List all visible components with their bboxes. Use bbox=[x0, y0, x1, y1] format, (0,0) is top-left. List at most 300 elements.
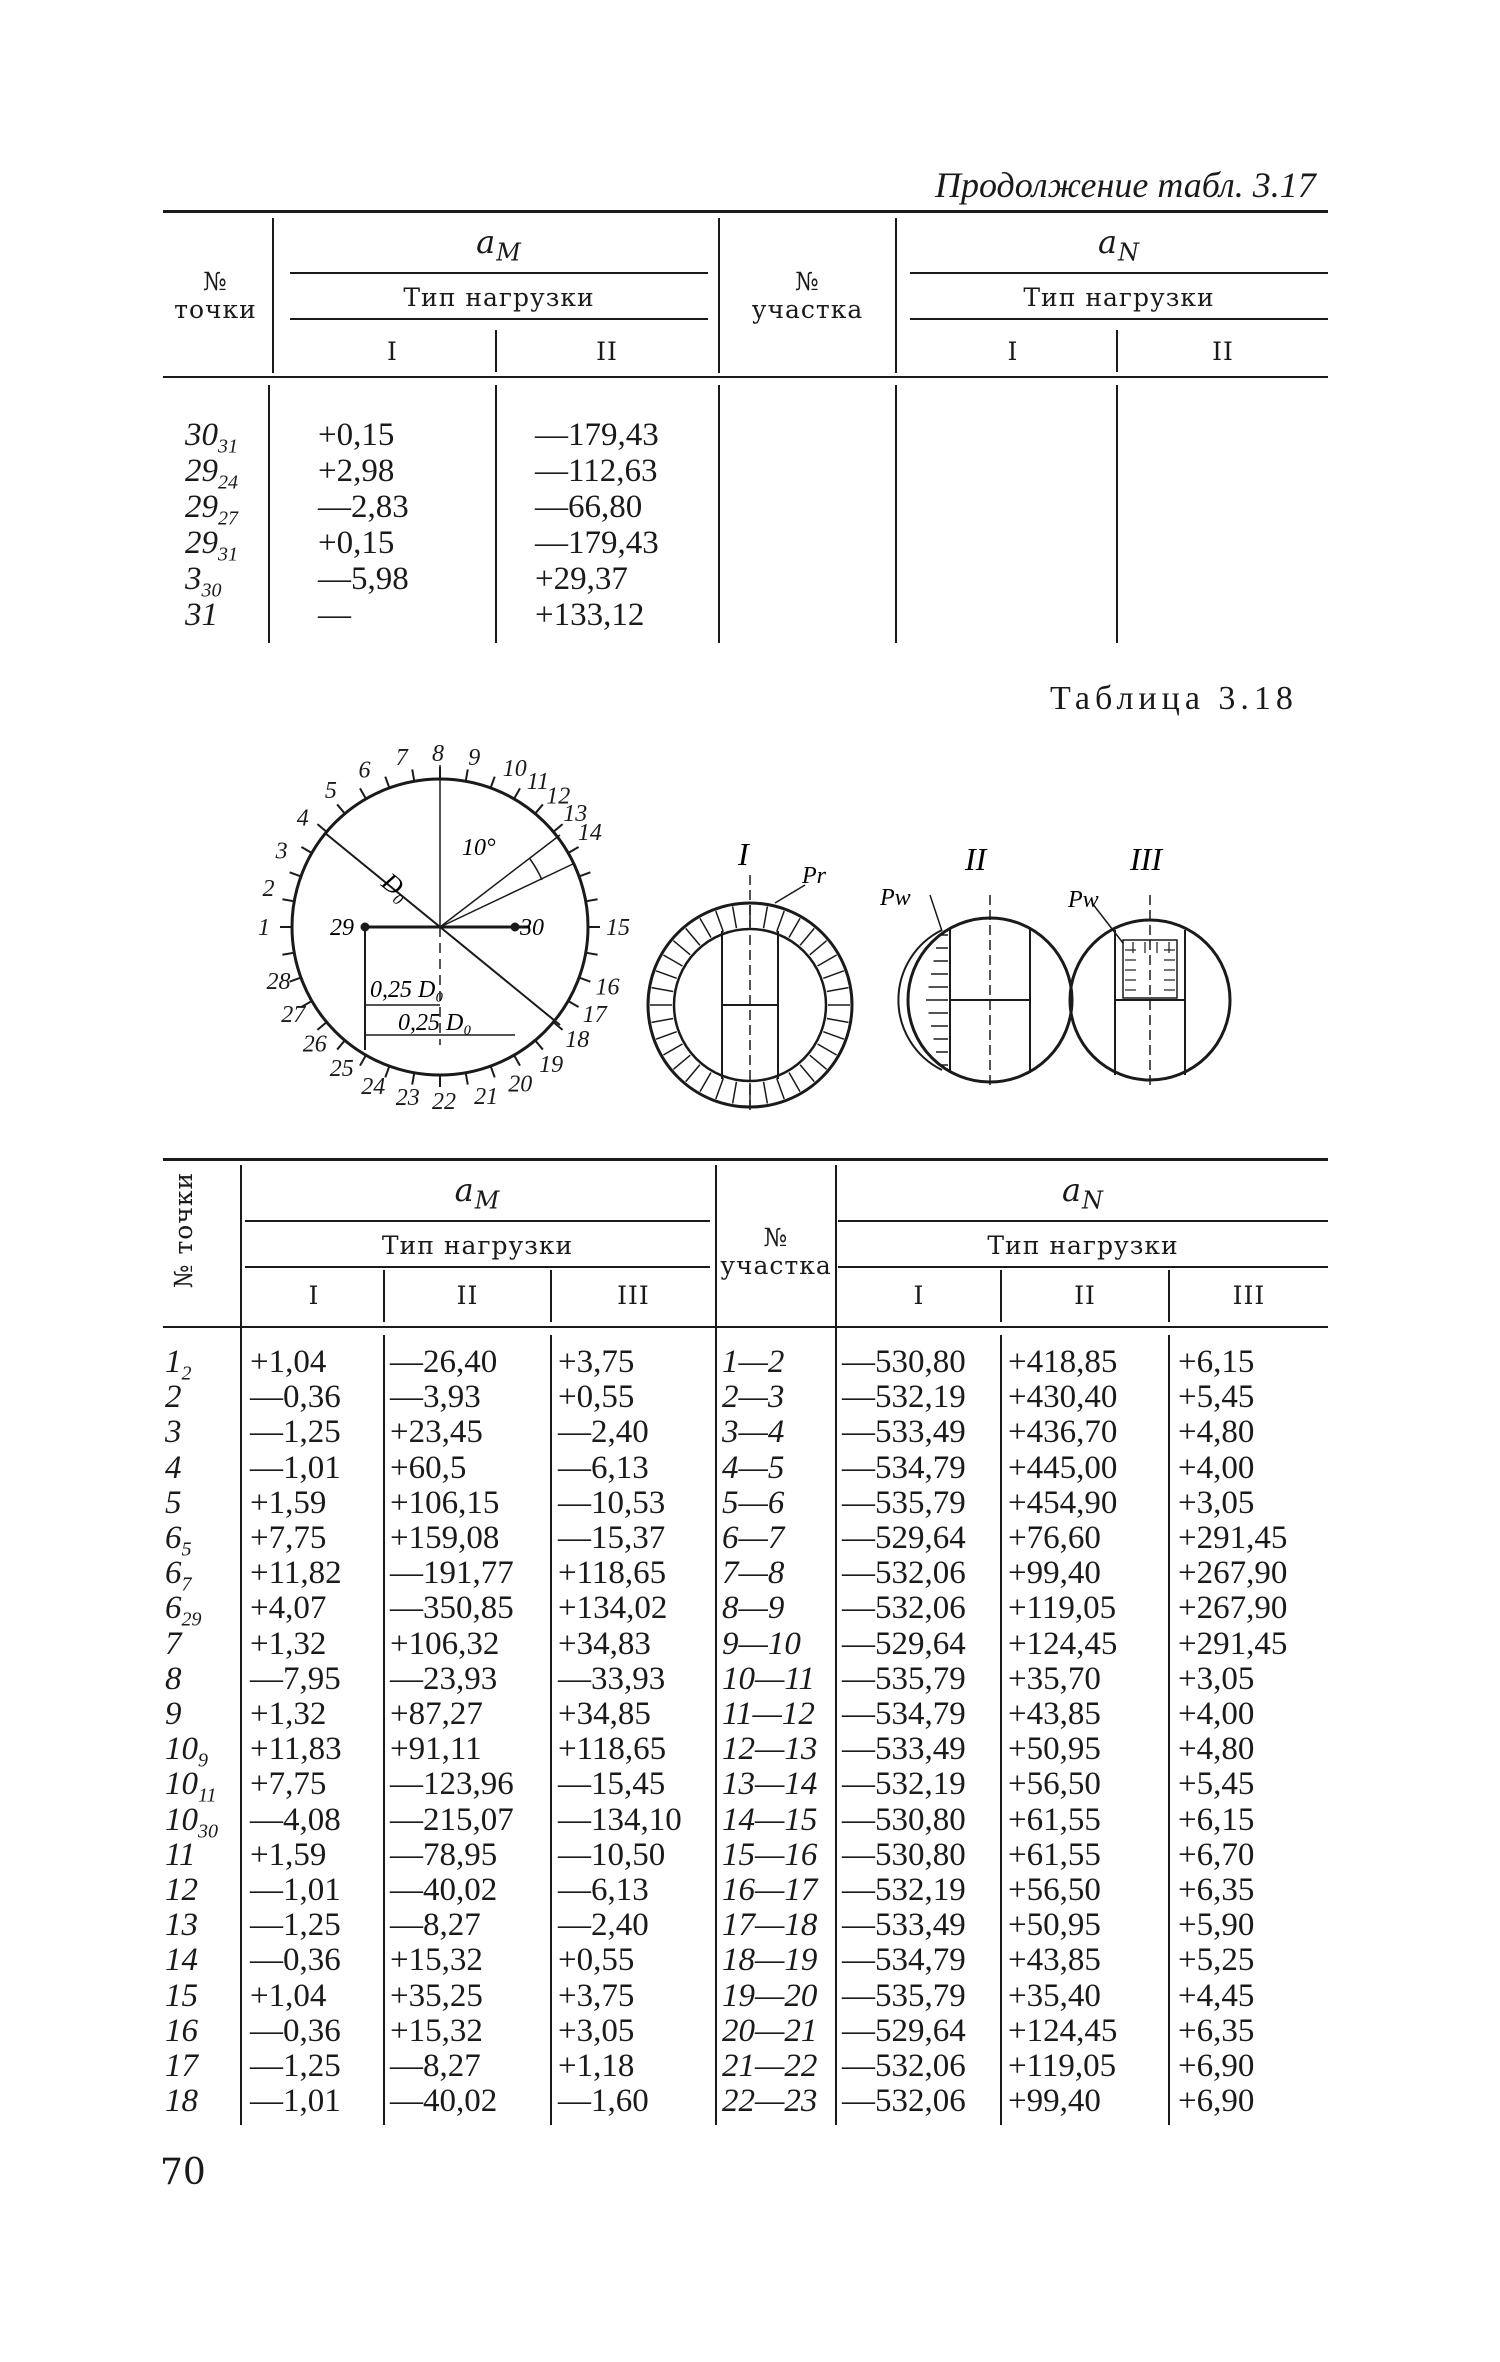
section-number: 13—14 bbox=[722, 1766, 818, 1803]
aM-type-II-value: +106,32 bbox=[390, 1625, 500, 1662]
table1-vline bbox=[495, 385, 497, 643]
table2-header-load-type: Тип нагрузки bbox=[987, 1231, 1179, 1260]
aM-type-II-value: +133,12 bbox=[535, 597, 645, 633]
aM-type-II-value: —123,96 bbox=[390, 1766, 514, 1803]
aM-type-II-value: —40,02 bbox=[390, 2083, 498, 2120]
aN-type-III-value: +3,05 bbox=[1178, 1484, 1255, 1521]
scale-label: 27 bbox=[281, 1002, 306, 1028]
point-number-main: 12 bbox=[165, 1872, 198, 1908]
scale-tick bbox=[282, 899, 294, 901]
aN-type-III-value: +6,90 bbox=[1178, 2083, 1255, 2120]
scale-label: 10 bbox=[502, 756, 527, 782]
scale-label: 25 bbox=[329, 1055, 354, 1082]
scale-tick bbox=[535, 1040, 543, 1049]
point-number-subscript: 31 bbox=[218, 543, 238, 566]
point-number-main: 7 bbox=[165, 1625, 182, 1662]
aN-type-III-value: +6,70 bbox=[1178, 1836, 1255, 1873]
aM-type-II-value: +23,45 bbox=[390, 1414, 483, 1451]
scale-tick bbox=[360, 788, 366, 798]
aN-type-I-value: —532,19 bbox=[842, 1872, 966, 1908]
table1-vline bbox=[895, 385, 897, 643]
aM-type-II-value: —112,63 bbox=[535, 453, 658, 489]
scale-tick bbox=[586, 899, 598, 901]
table1-header-type: II bbox=[1212, 337, 1234, 366]
scale-tick bbox=[282, 953, 294, 955]
aN-type-I-value: —530,80 bbox=[842, 1801, 966, 1838]
pressure-arrow bbox=[810, 1055, 827, 1069]
scale-label: 20 bbox=[508, 1071, 533, 1098]
point-number-main: 18 bbox=[165, 2083, 198, 2120]
aN-type-II-value: +119,05 bbox=[1008, 2048, 1117, 2084]
pressure-arrow bbox=[777, 911, 785, 932]
point-number-main: 14 bbox=[165, 1942, 198, 1979]
table2-header-aN: $a_N$ bbox=[1061, 1171, 1105, 1215]
table2-rule bbox=[245, 1266, 710, 1268]
label-D0: D₀ bbox=[376, 866, 417, 907]
aM-type-II-value: +91,11 bbox=[390, 1731, 482, 1768]
table2-header-type: I bbox=[913, 1281, 925, 1310]
point-number-main: 13 bbox=[165, 1907, 198, 1944]
aN-type-I-value: —535,79 bbox=[842, 1484, 966, 1521]
pressure-arrow bbox=[700, 1073, 711, 1092]
table2-header-type: III bbox=[1232, 1281, 1266, 1310]
aN-type-III-value: +4,00 bbox=[1178, 1449, 1255, 1486]
table1-vline bbox=[895, 218, 897, 373]
aM-type-I-value: —1,01 bbox=[250, 2083, 341, 2120]
aM-type-I-value: +1,59 bbox=[250, 1484, 327, 1521]
pressure-arrow bbox=[827, 988, 849, 992]
section-number: 3—4 bbox=[722, 1414, 785, 1451]
pressure-arrow bbox=[818, 1044, 837, 1055]
aM-type-III-value: —15,37 bbox=[558, 1520, 666, 1556]
section-number: 9—10 bbox=[722, 1625, 801, 1662]
scale-tick bbox=[491, 1066, 495, 1077]
aN-type-II-value: +56,50 bbox=[1008, 1766, 1101, 1803]
section-number: 10—11 bbox=[722, 1660, 815, 1697]
point-number-main: 10 bbox=[165, 1801, 198, 1838]
table1-vline bbox=[1116, 385, 1118, 643]
aM-type-III-value: —1,60 bbox=[558, 2083, 649, 2120]
table1-header-load-type: Тип нагрузки bbox=[1023, 283, 1215, 312]
point-number-main: 15 bbox=[165, 1977, 198, 2014]
aM-type-I-value: —0,36 bbox=[250, 2012, 341, 2049]
aM-type-II-value: —26,40 bbox=[390, 1344, 498, 1380]
scale-label: 24 bbox=[361, 1074, 386, 1100]
aM-type-I-value: +0,15 bbox=[318, 417, 395, 453]
pressure-arrow bbox=[818, 955, 837, 966]
point-number-main: 29 bbox=[185, 489, 218, 525]
aM-type-III-value: +1,18 bbox=[558, 2048, 635, 2084]
point-number-main: 10 bbox=[165, 1731, 198, 1768]
aM-type-III-value: +3,75 bbox=[558, 1344, 635, 1380]
scale-label: 11 bbox=[526, 769, 550, 796]
label-30: 30 bbox=[520, 915, 544, 941]
scale-tick bbox=[568, 847, 578, 853]
table1-header-type: II bbox=[596, 337, 618, 366]
aN-type-I-value: —534,79 bbox=[842, 1942, 966, 1979]
scale-label: 18 bbox=[565, 1026, 590, 1053]
aN-type-I-value: —529,64 bbox=[842, 1520, 966, 1556]
pressure-arrow bbox=[764, 907, 768, 929]
aM-type-I-value: —7,95 bbox=[250, 1660, 341, 1697]
aM-type-I-value: +11,82 bbox=[250, 1555, 342, 1592]
table2-rule bbox=[245, 1220, 710, 1222]
aM-type-I-value: —1,25 bbox=[250, 1414, 341, 1451]
angle-arc bbox=[530, 859, 542, 880]
scale-label: 13 bbox=[563, 800, 588, 827]
label-025D0: 0,25 D₀ bbox=[370, 977, 444, 1003]
table1-top-rule bbox=[163, 210, 1328, 213]
aM-type-I-value: —2,83 bbox=[318, 489, 409, 525]
aM-type-II-value: —40,02 bbox=[390, 1872, 498, 1908]
scale-label: 9 bbox=[468, 744, 481, 771]
aM-type-II-value: —23,93 bbox=[390, 1660, 498, 1697]
table-continued-caption: Продолжение табл. 3.17 bbox=[935, 165, 1316, 205]
aN-type-II-value: +418,85 bbox=[1008, 1344, 1118, 1380]
table2-header-type: II bbox=[456, 1281, 479, 1310]
aN-type-II-value: +35,70 bbox=[1008, 1660, 1101, 1697]
aM-type-II-value: +106,15 bbox=[390, 1484, 500, 1521]
aN-type-II-value: +454,90 bbox=[1008, 1484, 1118, 1521]
point-number-subscript: 7 bbox=[181, 1573, 192, 1596]
angle-ray bbox=[440, 863, 575, 927]
aN-type-II-value: +43,85 bbox=[1008, 1942, 1101, 1979]
pressure-arrow bbox=[810, 941, 827, 955]
aN-type-III-value: +4,80 bbox=[1178, 1414, 1255, 1451]
section-number: 8—9 bbox=[722, 1590, 785, 1627]
scale-tick bbox=[553, 824, 562, 832]
pressure-arrow bbox=[733, 1082, 737, 1104]
aN-type-I-value: —532,19 bbox=[842, 1379, 966, 1416]
scale-tick bbox=[290, 872, 301, 876]
table2-rule bbox=[838, 1266, 1328, 1268]
label-Pw: Pw bbox=[1068, 887, 1099, 913]
point-number-subscript: 11 bbox=[198, 1784, 217, 1807]
aN-type-II-value: +61,55 bbox=[1008, 1801, 1101, 1838]
scale-tick bbox=[579, 872, 590, 876]
table1-rule bbox=[910, 318, 1328, 320]
aN-type-III-value: +4,80 bbox=[1178, 1731, 1255, 1768]
table1-header-load-type: Тип нагрузки bbox=[403, 283, 595, 312]
aM-type-II-value: +87,27 bbox=[390, 1696, 483, 1732]
scale-label: 4 bbox=[296, 805, 309, 832]
variant-I-diagram bbox=[648, 875, 852, 1115]
pressure-arrow bbox=[686, 1065, 700, 1082]
variant-II-label: II bbox=[965, 841, 987, 877]
aM-type-I-value: —1,01 bbox=[250, 1449, 341, 1486]
scale-label: 7 bbox=[395, 744, 408, 771]
pressure-arrow bbox=[823, 1032, 844, 1040]
aN-type-II-value: +50,95 bbox=[1008, 1907, 1101, 1944]
point-number-main: 1 bbox=[165, 1344, 182, 1380]
table1-header-aN: $a_N$ bbox=[1097, 223, 1141, 267]
point-number-main: 9 bbox=[165, 1696, 182, 1732]
aM-type-II-value: +159,08 bbox=[390, 1520, 500, 1556]
point-number-main: 6 bbox=[165, 1520, 182, 1556]
pressure-arrow bbox=[656, 971, 677, 979]
aM-type-I-value: —0,36 bbox=[250, 1942, 341, 1979]
aN-type-I-value: —532,06 bbox=[842, 2083, 966, 2120]
aM-type-I-value: —1,25 bbox=[250, 2048, 341, 2084]
point-number-subscript: 9 bbox=[198, 1749, 208, 1772]
scale-label: 5 bbox=[324, 777, 337, 804]
point-number bbox=[165, 2084, 198, 2131]
table1-vline bbox=[268, 385, 270, 643]
aM-type-I-value: +7,75 bbox=[250, 1520, 327, 1556]
point-number-main: 6 bbox=[165, 1555, 182, 1592]
aN-type-I-value: —533,49 bbox=[842, 1731, 966, 1768]
aM-type-I-value: —1,01 bbox=[250, 1872, 341, 1908]
pressure-arrow bbox=[673, 1055, 690, 1069]
aM-type-I-value: +1,04 bbox=[250, 1977, 327, 2014]
point-number-main: 10 bbox=[165, 1766, 198, 1803]
aN-type-II-value: +445,00 bbox=[1008, 1449, 1118, 1486]
scale-label: 28 bbox=[266, 968, 291, 995]
table2-vline bbox=[835, 1165, 837, 2125]
table1-vline bbox=[718, 385, 720, 643]
point-number-main: 11 bbox=[165, 1836, 196, 1873]
pressure-arrow bbox=[652, 988, 674, 992]
aM-type-II-value: —8,27 bbox=[390, 1907, 481, 1944]
aN-type-III-value: +6,35 bbox=[1178, 2012, 1255, 2049]
aM-type-III-value: —10,50 bbox=[558, 1836, 666, 1873]
point-number-main: 3 bbox=[165, 1414, 182, 1451]
aN-type-II-value: +430,40 bbox=[1008, 1379, 1118, 1416]
section-number: 15—16 bbox=[722, 1836, 818, 1873]
pressure-arrow bbox=[733, 907, 737, 929]
point-number-main: 29 bbox=[185, 525, 218, 561]
scale-label: 2 bbox=[262, 875, 275, 902]
aN-type-III-value: +4,45 bbox=[1178, 1977, 1255, 2014]
section-number: 5—6 bbox=[722, 1484, 785, 1521]
point-number-main: 17 bbox=[165, 2048, 198, 2084]
scale-label: 22 bbox=[432, 1089, 456, 1115]
scale-tick bbox=[466, 769, 468, 781]
point-number-subscript: 24 bbox=[218, 471, 238, 494]
point-number-subscript: 5 bbox=[181, 1538, 192, 1561]
aM-type-II-value: —215,07 bbox=[390, 1801, 514, 1838]
aN-type-III-value: +5,45 bbox=[1178, 1379, 1255, 1416]
scale-tick bbox=[412, 1073, 414, 1085]
aN-type-II-value: +436,70 bbox=[1008, 1414, 1118, 1451]
point-number-subscript: 2 bbox=[181, 1362, 192, 1385]
label-Pr: Pr bbox=[802, 863, 826, 889]
pressure-arrow bbox=[789, 918, 800, 937]
scale-label: 19 bbox=[539, 1052, 564, 1079]
aN-type-I-value: —535,79 bbox=[842, 1660, 966, 1697]
table2-rule bbox=[838, 1220, 1328, 1222]
scale-tick bbox=[385, 1066, 389, 1077]
aM-type-I-value: —4,08 bbox=[250, 1801, 341, 1838]
table1-header-type: I bbox=[387, 337, 398, 366]
scale-label: 12 bbox=[546, 783, 571, 810]
variant-II-diagram bbox=[898, 895, 1072, 1085]
point-number-subscript: 30 bbox=[198, 1820, 218, 1843]
point-number-main: 3 bbox=[185, 561, 202, 597]
aM-type-I-value: +4,07 bbox=[250, 1590, 327, 1627]
point-number-main: 5 bbox=[165, 1484, 182, 1521]
section-number: 14—15 bbox=[722, 1801, 818, 1838]
aN-type-I-value: —530,80 bbox=[842, 1344, 966, 1380]
scale-label: 16 bbox=[595, 974, 620, 1001]
page-number: 70 bbox=[160, 2152, 206, 2193]
pressure-arrow bbox=[716, 911, 724, 932]
section-number: 18—19 bbox=[722, 1942, 818, 1979]
table2-header-aM: $a_M$ bbox=[454, 1171, 501, 1215]
point-29 bbox=[361, 923, 369, 931]
scale-tick bbox=[385, 777, 389, 788]
aM-type-III-value: —134,10 bbox=[558, 1801, 682, 1838]
aM-type-III-value: +0,55 bbox=[558, 1379, 635, 1416]
aM-type-II-value: —350,85 bbox=[390, 1590, 514, 1627]
scale-label: 17 bbox=[582, 1002, 607, 1028]
aM-type-II-value: —191,77 bbox=[390, 1555, 514, 1592]
pressure-arrow bbox=[686, 928, 700, 945]
scale-label: 23 bbox=[395, 1085, 420, 1112]
pressure-arrow bbox=[663, 1044, 682, 1055]
scale-tick bbox=[514, 788, 520, 798]
aM-type-I-value: +1,59 bbox=[250, 1836, 327, 1873]
aN-type-III-value: +291,45 bbox=[1178, 1520, 1288, 1556]
section-number: 16—17 bbox=[722, 1872, 818, 1908]
aM-type-III-value: —6,13 bbox=[558, 1872, 649, 1908]
aM-type-III-value: +118,65 bbox=[558, 1731, 667, 1768]
aN-type-I-value: —530,80 bbox=[842, 1836, 966, 1873]
table2-top-rule bbox=[163, 1158, 1328, 1161]
table1-header-point: № точки bbox=[174, 267, 257, 324]
pressure-arrow bbox=[764, 1082, 768, 1104]
aN-type-II-value: +99,40 bbox=[1008, 1555, 1101, 1592]
scale-tick bbox=[491, 777, 495, 788]
aN-type-I-value: —535,79 bbox=[842, 1977, 966, 2014]
aN-type-III-value: +4,00 bbox=[1178, 1696, 1255, 1732]
scale-label: 21 bbox=[474, 1083, 499, 1110]
aN-type-I-value: —533,49 bbox=[842, 1907, 966, 1944]
section-number: 11—12 bbox=[722, 1696, 815, 1732]
aM-type-I-value: —1,25 bbox=[250, 1907, 341, 1944]
pressure-arrow bbox=[777, 1078, 785, 1099]
point-30 bbox=[511, 923, 519, 931]
scale-label: 26 bbox=[302, 1031, 327, 1058]
aN-type-II-value: +43,85 bbox=[1008, 1696, 1101, 1732]
aM-type-I-value: +1,04 bbox=[250, 1344, 327, 1380]
aM-type-I-value: — bbox=[318, 597, 351, 633]
scale-tick bbox=[466, 1073, 468, 1085]
variant-III-diagram bbox=[1070, 895, 1230, 1085]
table2-header-point: № точки bbox=[169, 1171, 198, 1289]
aN-type-II-value: +119,05 bbox=[1008, 1590, 1117, 1627]
point-number-main: 8 bbox=[165, 1660, 182, 1697]
aN-type-I-value: —532,06 bbox=[842, 1555, 966, 1592]
aM-type-I-value: +11,83 bbox=[250, 1731, 342, 1768]
aN-type-III-value: +6,15 bbox=[1178, 1344, 1255, 1380]
aN-type-II-value: +124,45 bbox=[1008, 2012, 1118, 2049]
aM-type-II-value: —179,43 bbox=[535, 417, 659, 453]
point-number-subscript: 31 bbox=[218, 435, 238, 458]
table2-header-type: II bbox=[1074, 1281, 1096, 1310]
aM-type-III-value: —2,40 bbox=[558, 1414, 649, 1451]
aN-type-I-value: —529,64 bbox=[842, 1625, 966, 1662]
table2-vline bbox=[550, 1335, 552, 2125]
point-number-main: 30 bbox=[185, 417, 218, 453]
aN-type-I-value: —534,79 bbox=[842, 1696, 966, 1732]
scale-tick bbox=[360, 1055, 366, 1065]
section-number: 22—23 bbox=[722, 2083, 818, 2120]
scale-label: 6 bbox=[358, 757, 371, 784]
scale-label: 14 bbox=[577, 820, 602, 847]
point-number-main: 4 bbox=[165, 1449, 182, 1486]
aM-type-III-value: +0,55 bbox=[558, 1942, 635, 1979]
aM-type-I-value: +0,15 bbox=[318, 525, 395, 561]
point-number bbox=[185, 598, 218, 645]
aM-type-III-value: +34,85 bbox=[558, 1696, 651, 1732]
pressure-arrow bbox=[663, 955, 682, 966]
label-29: 29 bbox=[330, 915, 354, 941]
table2-header-section: № участка bbox=[720, 1223, 832, 1280]
pressure-arrow bbox=[716, 1078, 724, 1099]
pressure-arrow bbox=[789, 1073, 800, 1092]
section-number: 4—5 bbox=[722, 1449, 785, 1486]
scale-tick bbox=[337, 1040, 345, 1049]
scale-tick bbox=[290, 978, 301, 982]
aN-type-II-value: +76,60 bbox=[1008, 1520, 1101, 1556]
aM-type-I-value: +7,75 bbox=[250, 1766, 327, 1803]
section-number: 19—20 bbox=[722, 1977, 818, 2014]
table2-header-type: III bbox=[617, 1281, 650, 1310]
scale-tick bbox=[301, 847, 311, 853]
variant-III-label: III bbox=[1130, 841, 1162, 877]
aN-type-III-value: +6,35 bbox=[1178, 1872, 1255, 1908]
aM-type-II-value: +29,37 bbox=[535, 561, 628, 597]
label-025D0: 0,25 D₀ bbox=[398, 1010, 472, 1036]
aN-type-III-value: +5,90 bbox=[1178, 1907, 1255, 1944]
aM-type-II-value: —8,27 bbox=[390, 2048, 481, 2084]
aN-type-II-value: +124,45 bbox=[1008, 1625, 1118, 1662]
angle-ray bbox=[440, 835, 560, 927]
scale-circle-diagram bbox=[280, 765, 600, 1087]
aN-type-II-value: +50,95 bbox=[1008, 1731, 1101, 1768]
aM-type-III-value: —15,45 bbox=[558, 1766, 666, 1803]
aM-type-II-value: —78,95 bbox=[390, 1836, 498, 1873]
table1-rule bbox=[910, 272, 1328, 274]
table1-header-section: № участка bbox=[751, 267, 864, 324]
scale-tick bbox=[568, 1001, 578, 1007]
table1-vline bbox=[272, 218, 274, 373]
aM-type-III-value: —10,53 bbox=[558, 1484, 666, 1521]
table2-header-rule bbox=[163, 1326, 1328, 1328]
point-number-subscript: 29 bbox=[181, 1608, 202, 1631]
aM-type-I-value: —0,36 bbox=[250, 1379, 341, 1416]
table1-header-aM: $a_M$ bbox=[476, 223, 522, 267]
point-number-main: 31 bbox=[185, 597, 218, 633]
table1-rule bbox=[290, 272, 708, 274]
section-number: 2—3 bbox=[722, 1379, 785, 1416]
table-caption: Таблица 3.18 bbox=[1050, 680, 1298, 717]
label-Pw: Pw bbox=[880, 885, 911, 911]
scale-tick bbox=[412, 769, 414, 781]
aM-type-III-value: +118,65 bbox=[558, 1555, 667, 1592]
aM-type-II-value: +35,25 bbox=[390, 1977, 483, 2014]
aN-type-II-value: +35,40 bbox=[1008, 1977, 1101, 2014]
table2-vline bbox=[1168, 1335, 1170, 2125]
aM-type-III-value: +34,83 bbox=[558, 1625, 651, 1662]
aN-type-III-value: +267,90 bbox=[1178, 1555, 1288, 1592]
aN-type-II-value: +61,55 bbox=[1008, 1836, 1101, 1873]
pressure-arrow bbox=[800, 928, 814, 945]
aN-type-II-value: +99,40 bbox=[1008, 2083, 1101, 2120]
scale-label: 8 bbox=[432, 741, 444, 767]
scale-tick bbox=[514, 1055, 520, 1065]
